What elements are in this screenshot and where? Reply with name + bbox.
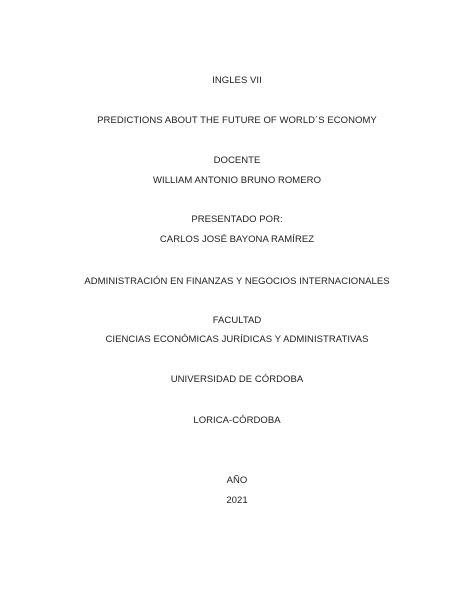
presented-by-label: PRESENTADO POR: bbox=[191, 214, 283, 225]
year-label: AÑO bbox=[226, 475, 248, 486]
student-name: CARLOS JOSÉ BAYONA RAMÍREZ bbox=[159, 234, 315, 245]
university-name: UNIVERSIDAD DE CÓRDOBA bbox=[170, 374, 304, 385]
course-name: INGLES VII bbox=[212, 75, 262, 86]
faculty-label: FACULTAD bbox=[212, 315, 262, 326]
faculty-name: CIENCIAS ECONÓMICAS JURÍDICAS Y ADMINISTRATIVAS bbox=[105, 334, 369, 345]
year-value: 2021 bbox=[226, 495, 248, 506]
teacher-label: DOCENTE bbox=[213, 155, 261, 166]
teacher-name: WILLIAM ANTONIO BRUNO ROMERO bbox=[152, 175, 322, 186]
location: LORICA-CÓRDOBA bbox=[193, 415, 281, 426]
document-title: PREDICTIONS ABOUT THE FUTURE OF WORLD´S ECONOMY bbox=[97, 115, 377, 126]
program-name: ADMINISTRACIÓN EN FINANZAS Y NEGOCIOS INTERNACIONALES bbox=[84, 276, 390, 287]
